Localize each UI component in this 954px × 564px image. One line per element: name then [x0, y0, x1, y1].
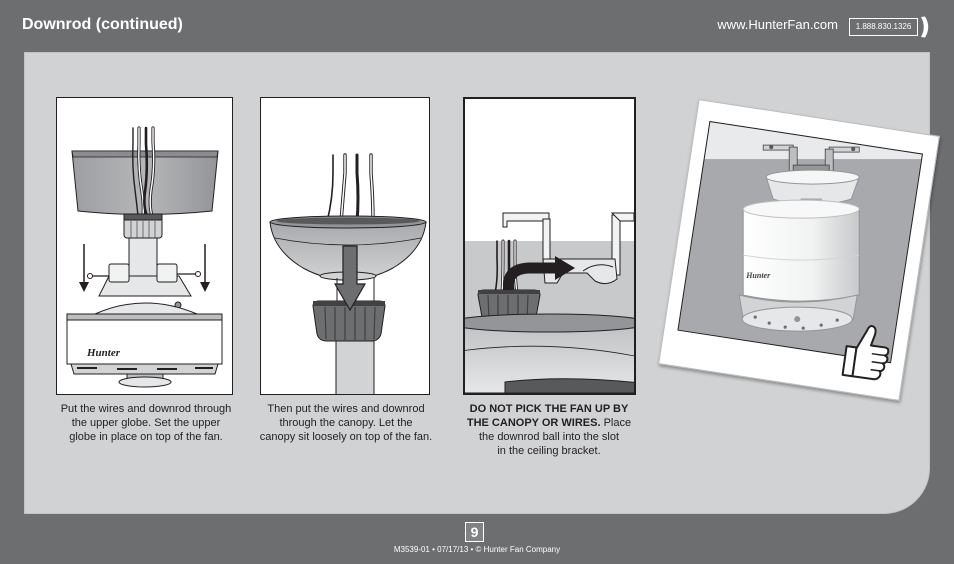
canopy-rim [465, 314, 634, 332]
motor-dome [95, 303, 197, 314]
arrow-head [200, 282, 210, 292]
ball-top-band [478, 290, 540, 294]
caption-line: Put the wires and downrod through [60, 403, 232, 415]
caption-line [449, 416, 649, 430]
caption-line: the downrod ball into the slot [478, 431, 620, 443]
motor-housing-band [67, 314, 222, 320]
caption-line [449, 402, 649, 416]
bracket-flange [763, 145, 793, 150]
socket [768, 321, 771, 324]
bracket-screw [851, 147, 855, 151]
document-info: M3539-01 • 07/17/13 • © Hunter Fan Company [393, 545, 561, 554]
bracket-screw [769, 145, 773, 149]
socket [802, 326, 805, 329]
switch-cap [119, 377, 171, 387]
warning-text: DO NOT PICK THE FAN UP BY [469, 403, 629, 415]
ball-top-band [124, 214, 162, 220]
thumb-hand [852, 324, 891, 380]
wire-nut [88, 274, 93, 279]
arrow-down-icon [79, 244, 89, 292]
canopy-opening [276, 218, 420, 225]
downrod [336, 341, 374, 394]
page-number: 9 [465, 522, 484, 542]
phone-icon [919, 15, 932, 39]
wire [357, 155, 358, 222]
wire-nut [196, 272, 201, 277]
wire [327, 155, 333, 222]
phone-handset-shape [921, 17, 928, 38]
phone-number: 1.888.830.1326 [849, 18, 918, 36]
caption-line: globe in place on top of the fan. [69, 431, 223, 443]
canopy-rim [766, 170, 859, 184]
socket [754, 315, 757, 318]
wire-connector-right [157, 264, 177, 282]
wires [327, 155, 373, 222]
step-2-caption [246, 402, 446, 444]
warning-text: THE CANOPY OR WIRES. [466, 417, 601, 429]
ceiling-bracket-illustration [465, 99, 634, 393]
caption-line: in the ceiling bracket. [497, 445, 601, 457]
caption-line: the upper globe. Set the upper [71, 417, 221, 429]
socket [836, 318, 839, 321]
caption-text: Place [603, 417, 632, 429]
downrod-ball [124, 214, 162, 238]
page-title: Downrod (continued) [22, 16, 183, 33]
caption-line: canopy sit loosely on top of the fan. [259, 431, 433, 443]
thumbs-up-icon [838, 317, 896, 387]
website-link[interactable]: www.HunterFan.com [717, 17, 838, 32]
arrow-head [79, 282, 89, 292]
socket [820, 323, 823, 326]
canopy-lower-band [505, 379, 634, 393]
installed-fan-photo-frame [658, 99, 940, 401]
bracket-left-leg [543, 219, 550, 261]
wire-connector-left [109, 264, 129, 282]
figure-upper-globe [56, 97, 233, 395]
bracket-left-flange [503, 213, 549, 227]
upper-globe-illustration [57, 98, 232, 394]
upper-globe-rim [72, 151, 218, 157]
hunter-logo: Hunter [87, 347, 121, 359]
figure-canopy [260, 97, 430, 395]
ceiling [679, 122, 922, 159]
arrow-down-icon [200, 244, 210, 292]
socket [794, 316, 800, 322]
socket [784, 325, 787, 328]
fan-housing-top [743, 200, 859, 218]
hunter-logo: Hunter [746, 271, 771, 281]
caption-line: Then put the wires and downrod [267, 403, 425, 415]
caption-line: through the canopy. Let the [279, 417, 413, 429]
fan-housing [743, 209, 859, 301]
canopy-illustration [261, 98, 429, 394]
step-3-caption [449, 402, 649, 458]
figure-ceiling-bracket [463, 97, 636, 395]
step-1-caption [46, 402, 246, 444]
downrod [129, 238, 157, 278]
